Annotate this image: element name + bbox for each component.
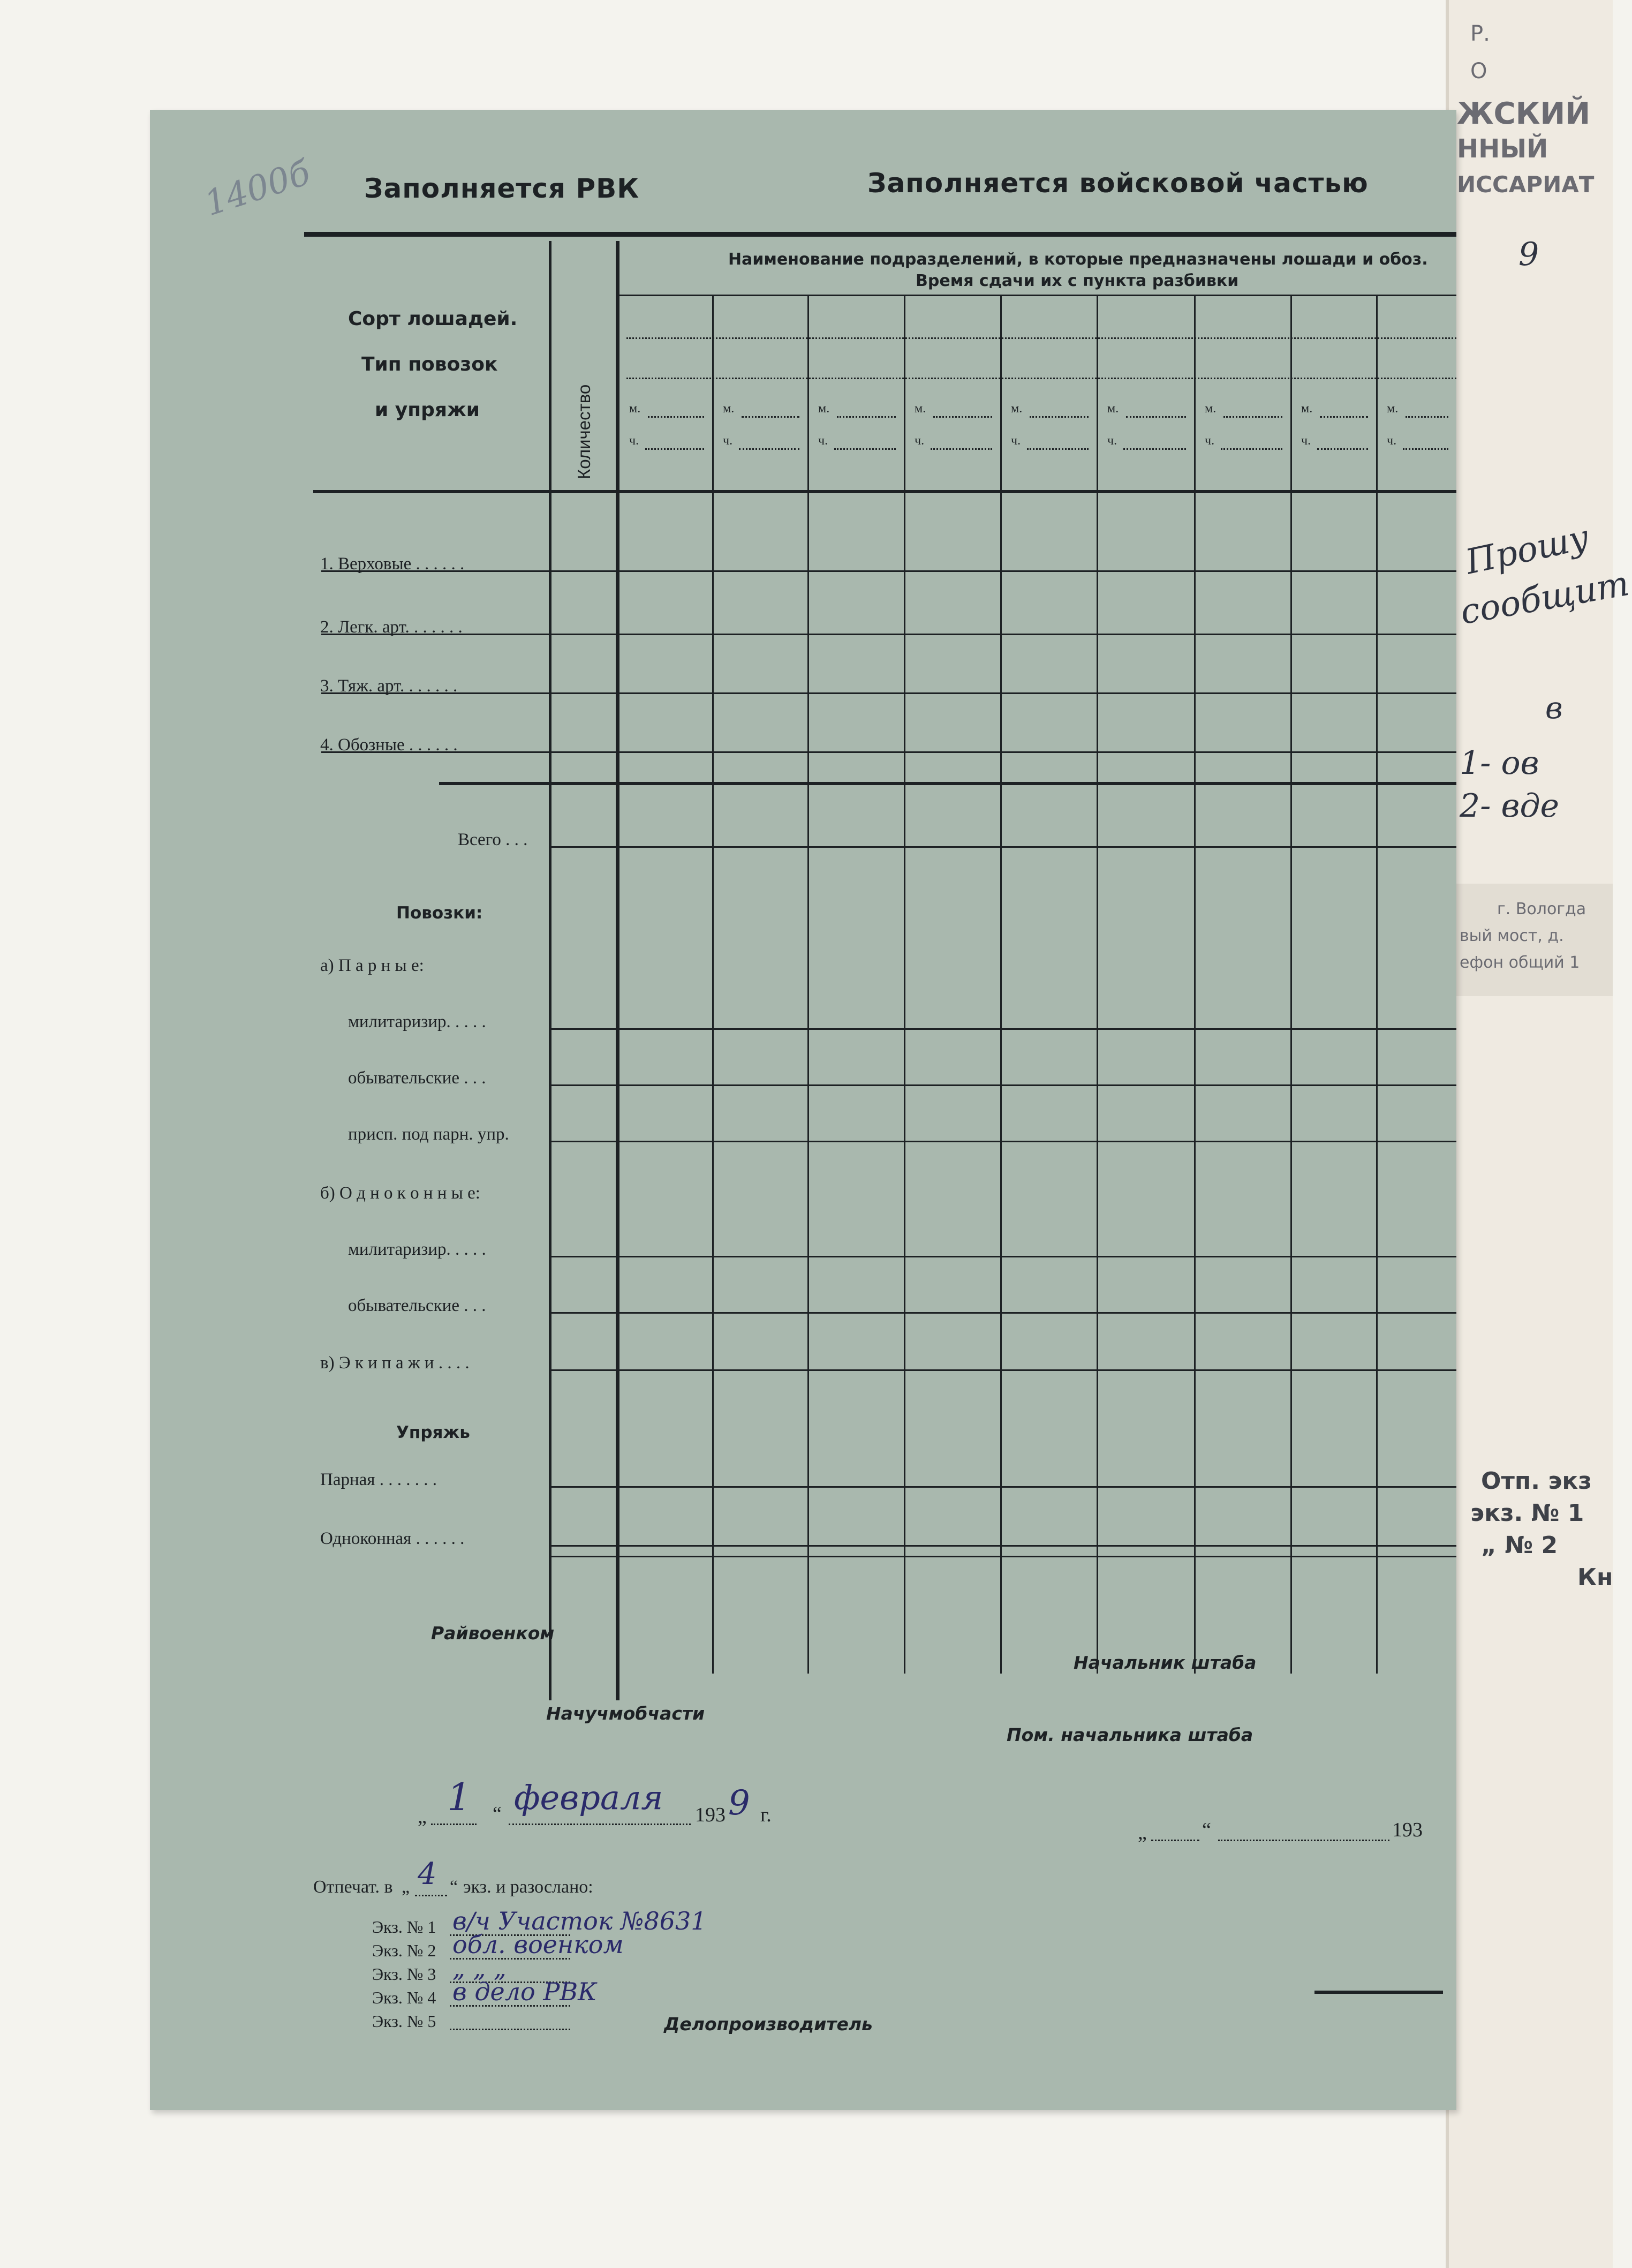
copy-note: экз. № 1 [1470,1500,1584,1527]
address-line: ефон общий 1 [1460,953,1580,972]
table-row-rule [321,634,1456,635]
stamp-line: ИССАРИАТ [1457,171,1595,198]
table-column-line [712,295,714,1674]
table-row-rule [549,1141,1456,1142]
copy-label: Экз. № 1 [372,1917,436,1937]
date-month: февраля [514,1778,663,1817]
minutes-line [933,416,992,418]
copy-note: Отп. экз [1481,1467,1592,1495]
minutes-line [648,416,704,418]
table-column-line [807,295,809,1674]
table-row-rule [549,1256,1456,1257]
row-label: присп. под парн. упр. [348,1125,509,1144]
date-open-quote: „ [418,1805,427,1828]
copy-label: Экз. № 3 [372,1964,436,1984]
hours-label: ч. [818,434,828,448]
stamp-line: О [1470,59,1487,84]
row-label: Одноконная . . . . . . [320,1529,465,1548]
header-left: Заполняется РВК [364,173,640,204]
handwritten-note: 2- вде [1460,787,1559,825]
pencil-archive-note: 1400б [200,153,315,224]
minutes-label: м. [629,402,641,416]
table-header-rule [313,490,1456,493]
table-header-rule [618,295,1456,296]
stamp-line: ЖСКИЙ [1457,96,1591,131]
minutes-line [837,416,896,418]
table-dotted-rule [626,337,1456,339]
table-row-rule [549,1028,1456,1030]
row-label: 1. Верховые . . . . . . [320,554,465,574]
minutes-label: м. [1387,402,1399,416]
print-quote: “ [450,1877,458,1897]
signature-stroke [1314,1991,1443,1994]
table-column-line [1376,295,1378,1674]
copy-recipient: в/ч Участок №8631 [452,1907,707,1935]
hours-line [739,448,799,450]
copy-label: Экз. № 4 [372,1988,436,2007]
row-label: обывательские . . . [348,1068,486,1088]
table-column-line [1000,295,1002,1674]
columns-header: Время сдачи их с пункта разбивки [916,272,1239,290]
date-year-prefix: 193 [1392,1819,1423,1841]
copy-recipient: „ „ „ [452,1954,507,1983]
hours-line [1027,448,1089,450]
date-month-line [1218,1840,1389,1841]
adjacent-document-sheet [1446,0,1632,2268]
table-row-rule [549,1369,1456,1371]
signature-label: Начальник штаба [1074,1652,1257,1673]
minutes-label: м. [818,402,830,416]
hours-label: ч. [629,434,639,448]
row-label: 3. Тяж. арт. . . . . . . [320,676,458,696]
minutes-line [1030,416,1089,418]
date-open-quote: „ [1138,1821,1147,1844]
table-row-rule [321,692,1456,694]
row-header-line: Тип повозок [361,353,498,375]
handwritten-date: 9 [1518,236,1539,273]
stamp-line: Р. [1470,21,1490,46]
minutes-line [1406,416,1448,418]
hours-line [1317,448,1368,450]
minutes-line [1223,416,1282,418]
hours-label: ч. [723,434,733,448]
hours-label: ч. [1205,434,1215,448]
row-label: Повозки: [396,903,483,923]
signature-label: Начучмобчасти [546,1703,705,1724]
columns-header: Наименование подразделений, в которые предназначены лошади и обоз. [728,250,1428,269]
row-label: милитаризир. . . . . [348,1012,486,1031]
hours-label: ч. [1387,434,1397,448]
row-header-line: Сорт лошадей. [348,308,518,330]
table-row-rule [321,570,1456,572]
table-row-rule [321,751,1456,753]
print-suffix: экз. и разослано: [463,1877,593,1897]
row-label: Парная . . . . . . . [320,1470,437,1489]
date-year-prefix: 193 [695,1804,726,1826]
signature-label: Райвоенком [431,1623,555,1644]
address-stamp [1449,884,1613,996]
print-prefix: Отпечат. в [313,1877,393,1897]
table-row-rule [439,782,1456,785]
copy-recipient: в дело РВК [452,1977,597,2006]
table-divider [549,241,551,1700]
handwritten-note: в [1545,691,1563,726]
date-day: 1 [447,1775,471,1819]
copy-note: „ № 2 [1481,1532,1558,1559]
handwritten-note: сообщит [1457,563,1632,633]
date-month-line [509,1824,691,1825]
table-row-rule [549,1556,1456,1557]
address-line: г. Вологда [1497,900,1586,918]
row-label: 4. Обозные . . . . . . [320,735,458,755]
row-label: Упряжь [396,1423,470,1442]
date-day-line [1151,1840,1199,1841]
table-row-rule [549,1486,1456,1488]
table-row-rule [549,1545,1456,1547]
minutes-label: м. [723,402,735,416]
table-row-rule [549,1084,1456,1086]
signature-label: Делопроизводитель [664,2014,873,2035]
minutes-line [1126,416,1186,418]
minutes-label: м. [1205,402,1217,416]
table-column-line [1097,295,1098,1674]
hours-line [645,448,704,450]
table-column-line [1194,295,1196,1674]
table-divider [616,241,619,1700]
row-label: в) Э к и п а ж и . . . . [320,1353,470,1373]
minutes-label: м. [1011,402,1023,416]
row-label: 2. Легк. арт. . . . . . . [320,617,463,637]
hours-line [834,448,896,450]
date-suffix: г. [760,1804,772,1826]
table-dotted-rule [626,378,1456,379]
table-row-rule [549,1312,1456,1314]
copy-line [450,2029,570,2030]
print-quote: „ [402,1877,410,1897]
date-year-hand: 9 [728,1783,750,1823]
table-column-line [1290,295,1292,1674]
hours-line [1403,448,1448,450]
hours-label: ч. [1107,434,1117,448]
handwritten-note: Прошу [1462,517,1593,583]
row-label: б) О д н о к о н н ы е: [320,1184,480,1203]
header-right: Заполняется войсковой частью [867,168,1369,199]
stamp-line: ННЫЙ [1457,134,1548,164]
print-count: 4 [418,1857,437,1892]
minutes-label: м. [1301,402,1313,416]
minutes-line [742,416,799,418]
quantity-header: Количество [574,384,594,479]
table-column-line [904,295,905,1674]
print-count-line [415,1895,447,1896]
minutes-line [1320,416,1368,418]
date-quote: “ [1202,1819,1211,1841]
row-label: Всего . . . [458,830,528,849]
hours-label: ч. [1011,434,1021,448]
row-label: а) П а р н ы е: [320,956,424,975]
copy-note: Кн [1577,1564,1613,1591]
table-top-rule [304,232,1456,237]
row-label: милитаризир. . . . . [348,1240,486,1259]
copy-recipient: обл. военком [452,1930,624,1959]
copy-label: Экз. № 5 [372,2011,436,2031]
date-quote: “ [493,1803,502,1825]
address-line: вый мост, д. [1460,926,1564,945]
table-row-rule [549,846,1456,848]
hours-line [931,448,992,450]
handwritten-note: 1- ов [1460,744,1539,782]
hours-line [1221,448,1282,450]
date-day-line [431,1824,477,1825]
minutes-label: м. [1107,402,1119,416]
row-label: обывательские . . . [348,1296,486,1315]
copy-label: Экз. № 2 [372,1941,436,1960]
hours-label: ч. [915,434,925,448]
signature-label: Пом. начальника штаба [1007,1724,1253,1745]
hours-label: ч. [1301,434,1311,448]
form-page [150,110,1456,2110]
minutes-label: м. [915,402,926,416]
hours-line [1123,448,1186,450]
row-header-line: и упряжи [375,399,480,421]
